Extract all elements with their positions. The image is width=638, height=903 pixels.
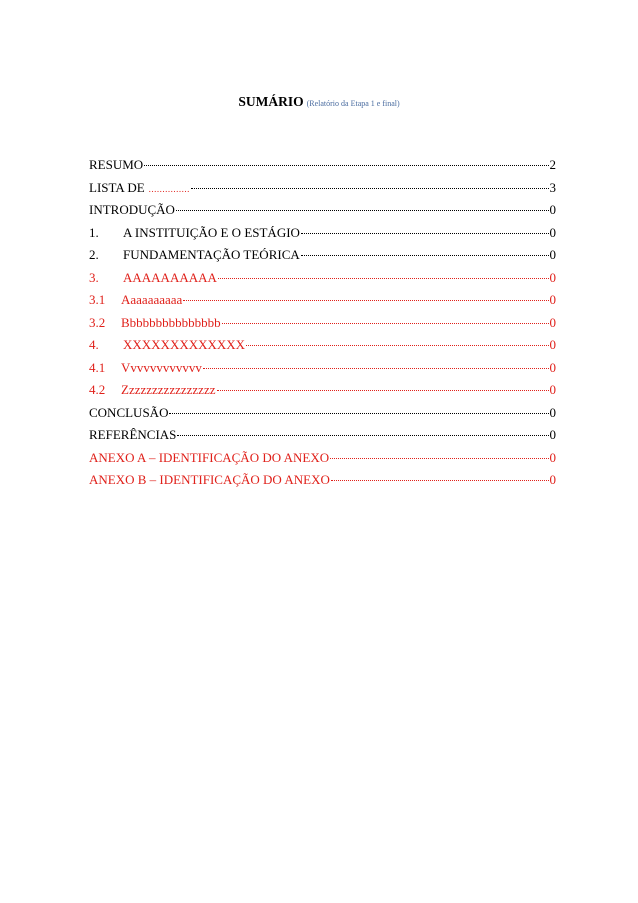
toc-label: CONCLUSÃO xyxy=(89,404,169,420)
toc-page-number: 0 xyxy=(549,202,556,217)
dot-leader xyxy=(301,233,549,234)
toc-page-number: 0 xyxy=(549,472,556,487)
toc-page-number: 2 xyxy=(549,157,556,172)
toc-label: INTRODUÇÃO xyxy=(89,202,175,217)
toc-page-number: 0 xyxy=(549,247,556,262)
page-title: SUMÁRIO xyxy=(238,94,304,109)
toc-entry-3[interactable] xyxy=(89,270,556,293)
page-subtitle: (Relatório da Etapa 1 e final) xyxy=(306,99,400,108)
toc-page-number: 0 xyxy=(549,292,556,307)
toc-page-number: 0 xyxy=(549,449,556,465)
toc-label: FUNDAMENTAÇÃO TEÓRICA xyxy=(123,247,300,262)
toc-label-placeholder: ............... xyxy=(148,183,190,194)
toc-page-number: 0 xyxy=(549,404,556,420)
dot-leader xyxy=(222,323,549,324)
toc-number: 4.2 xyxy=(89,382,106,397)
dot-leader xyxy=(331,480,549,481)
toc-label: A INSTITUIÇÃO E O ESTÁGIO xyxy=(123,224,300,240)
dot-leader xyxy=(144,165,548,166)
table-of-contents xyxy=(89,157,556,495)
toc-page-number: 3 xyxy=(549,179,556,195)
toc-label: Zzzzzzzzzzzzzzzz xyxy=(121,382,216,397)
toc-page-number: 0 xyxy=(549,427,556,442)
toc-page-number: 0 xyxy=(549,314,556,330)
toc-entry-4-1[interactable] xyxy=(89,360,556,383)
dot-leader xyxy=(217,390,549,391)
toc-page-number: 0 xyxy=(549,337,556,352)
toc-number: 4.1 xyxy=(89,359,106,375)
toc-entry-3-2[interactable] xyxy=(89,315,556,338)
toc-entry-4-2[interactable] xyxy=(89,382,556,405)
toc-entry-conclusao[interactable] xyxy=(89,405,556,428)
dot-leader xyxy=(203,368,549,369)
dot-leader xyxy=(177,435,548,436)
toc-label: AAAAAAAAAA xyxy=(123,269,217,285)
toc-entry-anexo-b[interactable] xyxy=(89,472,556,495)
toc-page-number: 0 xyxy=(549,269,556,285)
heading xyxy=(0,93,638,111)
toc-entry-2[interactable] xyxy=(89,247,556,270)
toc-number: 4. xyxy=(89,337,99,352)
toc-page-number: 0 xyxy=(549,382,556,397)
dot-leader xyxy=(183,300,548,301)
toc-entry-3-1[interactable] xyxy=(89,292,556,315)
toc-number: 3. xyxy=(89,269,99,285)
dot-leader xyxy=(169,413,548,414)
toc-label: ANEXO B – IDENTIFICAÇÃO DO ANEXO xyxy=(89,472,330,487)
dot-leader xyxy=(191,188,549,189)
toc-label: RESUMO xyxy=(89,157,144,172)
toc-number: 1. xyxy=(89,224,99,240)
toc-number: 2. xyxy=(89,247,99,262)
toc-page-number: 0 xyxy=(549,359,556,375)
toc-label: Aaaaaaaaaa xyxy=(121,292,183,307)
toc-label: Vvvvvvvvvvvv xyxy=(121,359,202,375)
toc-entry-1[interactable] xyxy=(89,225,556,248)
dot-leader xyxy=(301,255,549,256)
dot-leader xyxy=(246,345,548,346)
toc-entry-introducao[interactable] xyxy=(89,202,556,225)
toc-label: XXXXXXXXXXXXX xyxy=(123,337,246,352)
toc-page-number: 0 xyxy=(549,224,556,240)
toc-number: 3.1 xyxy=(89,292,106,307)
toc-entry-referencias[interactable] xyxy=(89,427,556,450)
dot-leader xyxy=(330,458,548,459)
dot-leader xyxy=(176,210,549,211)
toc-entry-4[interactable] xyxy=(89,337,556,360)
toc-entry-resumo[interactable] xyxy=(89,157,556,180)
toc-label: ANEXO A – IDENTIFICAÇÃO DO ANEXO xyxy=(89,449,330,465)
toc-entry-anexo-a[interactable] xyxy=(89,450,556,473)
toc-entry-lista[interactable] xyxy=(89,180,556,203)
toc-label: LISTA DE xyxy=(89,179,145,195)
toc-label: Bbbbbbbbbbbbbbb xyxy=(121,314,221,330)
dot-leader xyxy=(218,278,549,279)
toc-label: REFERÊNCIAS xyxy=(89,427,177,442)
toc-number: 3.2 xyxy=(89,314,106,330)
